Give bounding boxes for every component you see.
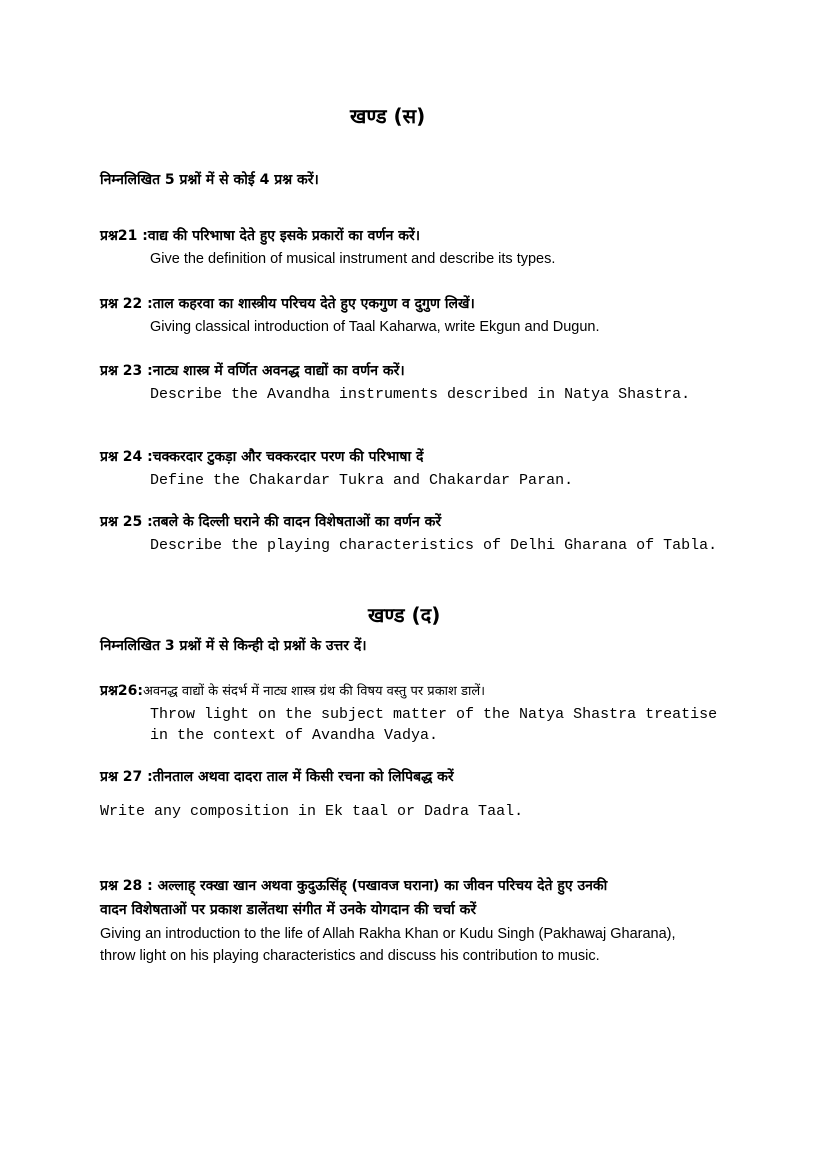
question-25-hindi: तबले के दिल्ली घराने की वादन विशेषताओं का वर्णन करें — [152, 514, 442, 530]
section-c-instruction: निम्नलिखित 5 प्रश्नों में से कोई 4 प्रश्न करें। — [100, 172, 319, 188]
question-23-number: प्रश्न 23 : — [100, 363, 153, 379]
question-26-hindi: अवनद्ध वाद्यों के संदर्भ में नाट्य शास्त्र ग्रंथ की विषय वस्तु पर प्रकाश डालें। — [142, 684, 486, 699]
question-22-english: Giving classical introduction of Taal Kaharwa, write Ekgun and Dugun. — [150, 319, 600, 335]
question-21-number: प्रश्न21 : — [100, 228, 148, 244]
question-23-english: Describe the Avandha instruments described in Natya Shastra. — [150, 386, 691, 403]
question-26 — [100, 681, 485, 700]
question-24-number: प्रश्न 24 : — [100, 449, 153, 465]
question-27-hindi: तीनताल अथवा दादरा ताल में किसी रचना को लिपिबद्ध करें — [152, 769, 454, 785]
question-24-english: Define the Chakardar Tukra and Chakardar Paran. — [150, 472, 574, 489]
question-26-number: प्रश्न26: — [100, 683, 143, 699]
question-27-number: प्रश्न 27 : — [100, 769, 153, 785]
question-27 — [100, 767, 454, 786]
question-22 — [100, 294, 475, 313]
section-d-heading: खण्ड (द) — [368, 603, 441, 627]
question-22-number: प्रश्न 22 : — [100, 296, 153, 312]
question-21-english: Give the definition of musical instrument and describe its types. — [150, 251, 556, 267]
question-25-number: प्रश्न 25 : — [100, 514, 153, 530]
question-27-english: Write any composition in Ek taal or Dadra Taal. — [100, 803, 524, 820]
question-26-english: Throw light on the subject matter of the Natya Shastra treatise in the context of Avandha Vadya. — [150, 706, 718, 744]
question-25 — [100, 512, 441, 531]
question-25-english: Describe the playing characteristics of Delhi Gharana of Tabla. — [150, 537, 718, 554]
question-23-hindi: नाट्य शास्त्र में वर्णित अवनद्ध वाद्यों का वर्णन करें। — [152, 363, 405, 379]
question-22-hindi: ताल कहरवा का शास्त्रीय परिचय देते हुए एकगुण व दुगुण लिखें। — [152, 296, 475, 312]
question-21 — [100, 226, 420, 245]
question-28-hindi-line-1: अल्लाह् रक्खा खान अथवा कुदुऊसिंह् (पखावज घराना) का जीवन परिचय देते हुए उनकी — [157, 878, 608, 894]
question-24 — [100, 447, 423, 466]
question-28-hindi-line-2: वादन विशेषताओं पर प्रकाश डालेंतथा संगीत में उनके योगदान की चर्चा करें — [100, 902, 477, 918]
question-28-line-1 — [100, 876, 607, 895]
question-28-number: प्रश्न 28 : — [100, 878, 153, 894]
section-c-heading: खण्ड (स) — [350, 104, 426, 128]
question-23 — [100, 361, 405, 380]
question-28-english-line-1: Giving an introduction to the life of Allah Rakha Khan or Kudu Singh (Pakhawaj Gharana), — [100, 926, 676, 942]
question-21-hindi: वाद्य की परिभाषा देते हुए इसके प्रकारों का वर्णन करें। — [147, 228, 421, 244]
question-24-hindi: चक्करदार टुकड़ा और चक्करदार परण की परिभाषा दें — [152, 449, 424, 465]
section-d-instruction: निम्नलिखित 3 प्रश्नों में से किन्ही दो प्रश्नों के उत्तर दें। — [100, 638, 367, 654]
question-28-english-line-2: throw light on his playing characteristics and discuss his contribution to music. — [100, 948, 600, 964]
